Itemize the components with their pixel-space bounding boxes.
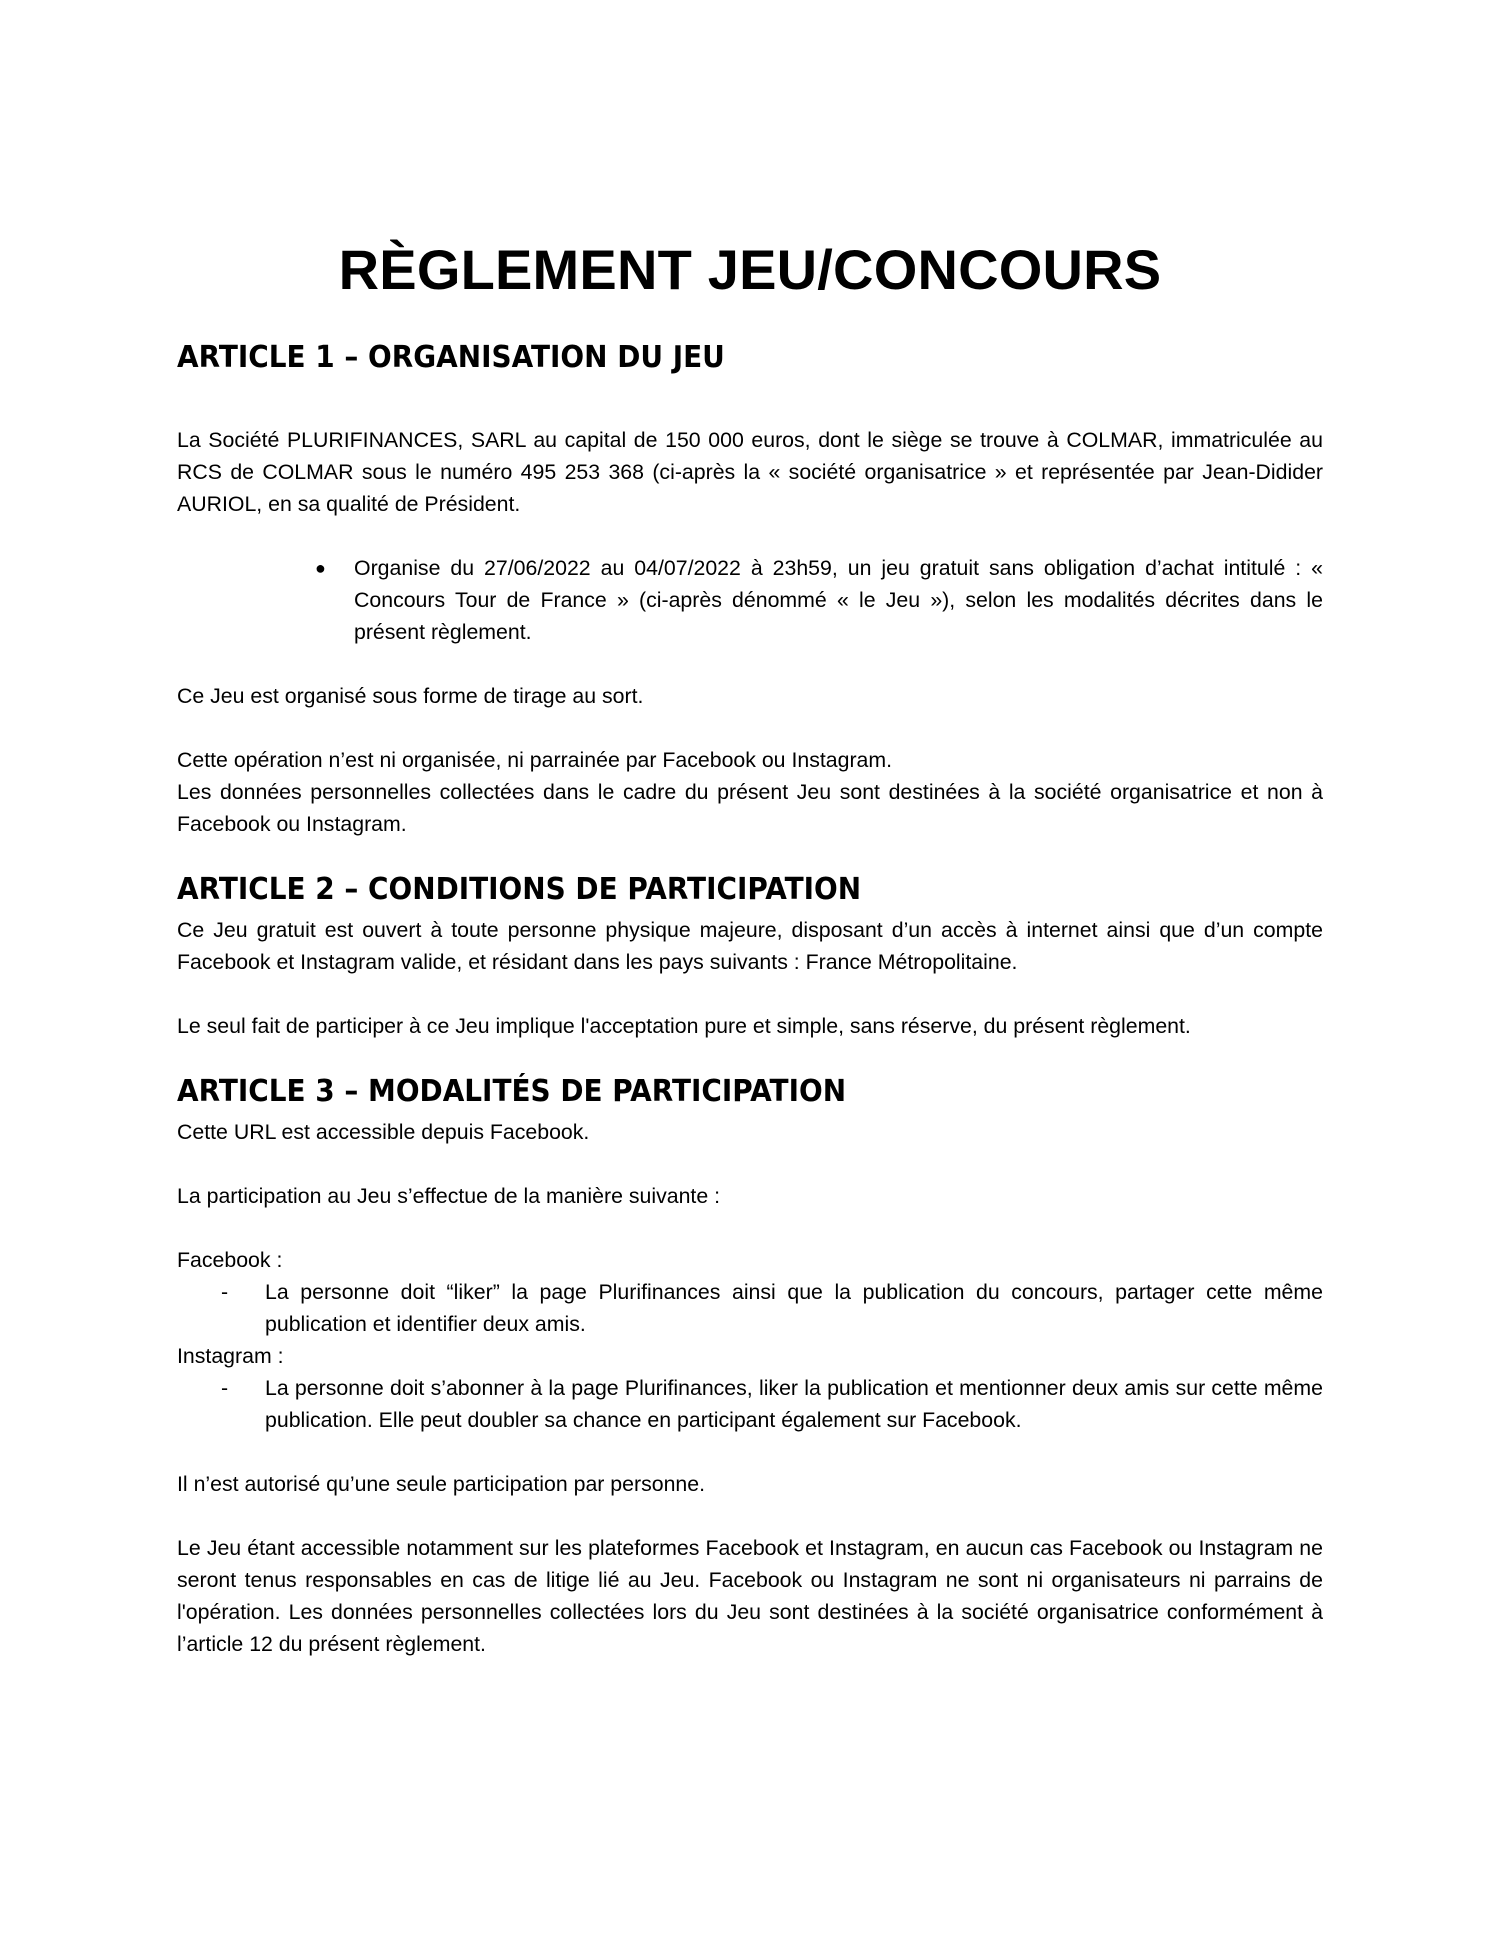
bullet-icon: ●	[315, 558, 326, 578]
instagram-list-item	[177, 1372, 1323, 1436]
article-1-paragraph-draw: Ce Jeu est organisé sous forme de tirage au sort.	[177, 684, 644, 708]
article-1-bullet-item	[177, 552, 1323, 648]
article-1-bullet-text: Organise du 27/06/2022 au 04/07/2022 à 23h59, un jeu gratuit sans obligation d’achat intitulé : « Concours Tour de France » (ci-après dénommé « le Jeu »), selon les modalités décrites dans le présent règlement.	[354, 556, 1323, 644]
dash-bullet-icon: -	[221, 1280, 229, 1304]
facebook-list-item	[177, 1276, 1323, 1340]
document-content	[177, 228, 1323, 1660]
facebook-instruction-text: La personne doit “liker” la page Plurifinances ainsi que la publication du concours, partager cette même publication et identifier deux amis.	[265, 1280, 1323, 1336]
facebook-label: Facebook :	[177, 1248, 283, 1272]
article-2-heading: ARTICLE 2 – CONDITIONS DE PARTICIPATION	[177, 872, 862, 907]
article-2-paragraph-acceptance: Le seul fait de participer à ce Jeu implique l'acceptation pure et simple, sans réserve, du présent règlement.	[177, 1014, 1191, 1038]
article-1-intro: La Société PLURIFINANCES, SARL au capital de 150 000 euros, dont le siège se trouve à COLMAR, immatriculée au RCS de COLMAR sous le numéro 495 253 368 (ci-après la « société organisatrice » et représentée par Jean-Didider AURIOL, en sa qualité de Président.	[177, 428, 1323, 516]
dash-bullet-icon: -	[221, 1376, 229, 1400]
article-2	[177, 870, 1323, 1042]
article-3-paragraph-method: La participation au Jeu s’effectue de la manière suivante :	[177, 1184, 721, 1208]
article-2-paragraph-eligibility: Ce Jeu gratuit est ouvert à toute personne physique majeure, disposant d’un accès à internet ainsi que d’un compte Facebook et Instagram valide, et résidant dans les pays suivants : France Métropolitaine.	[177, 918, 1323, 974]
instagram-instruction-text: La personne doit s’abonner à la page Plurifinances, liker la publication et mentionner deux amis sur cette même publication. Elle peut doubler sa chance en participant également sur Facebook.	[265, 1376, 1323, 1432]
article-1-paragraph-data: Les données personnelles collectées dans le cadre du présent Jeu sont destinées à la société organisatrice et non à Facebook ou Instagram.	[177, 780, 1323, 836]
article-3-heading: ARTICLE 3 – MODALITÉS DE PARTICIPATION	[177, 1074, 847, 1109]
article-3	[177, 1072, 1323, 1660]
article-1-heading: ARTICLE 1 – ORGANISATION DU JEU	[177, 340, 725, 375]
document-title: RÈGLEMENT JEU/CONCOURS	[338, 238, 1162, 301]
article-1-paragraph-sponsor: Cette opération n’est ni organisée, ni parrainée par Facebook ou Instagram.	[177, 748, 893, 772]
instagram-label: Instagram :	[177, 1344, 284, 1368]
article-3-paragraph-liability: Le Jeu étant accessible notamment sur les plateformes Facebook et Instagram, en aucun cas Facebook ou Instagram ne seront tenus responsables en cas de litige lié au Jeu. Facebook ou Instagram ne sont ni organisateurs ni parrains de l'opération. Les données personnelles collectées lors du Jeu sont destinées à la société organisatrice conformément à l’article 12 du présent règlement.	[177, 1536, 1323, 1656]
article-1	[177, 338, 1323, 840]
article-3-paragraph-url: Cette URL est accessible depuis Facebook.	[177, 1120, 590, 1144]
article-3-paragraph-single-entry: Il n’est autorisé qu’une seule participation par personne.	[177, 1472, 706, 1496]
